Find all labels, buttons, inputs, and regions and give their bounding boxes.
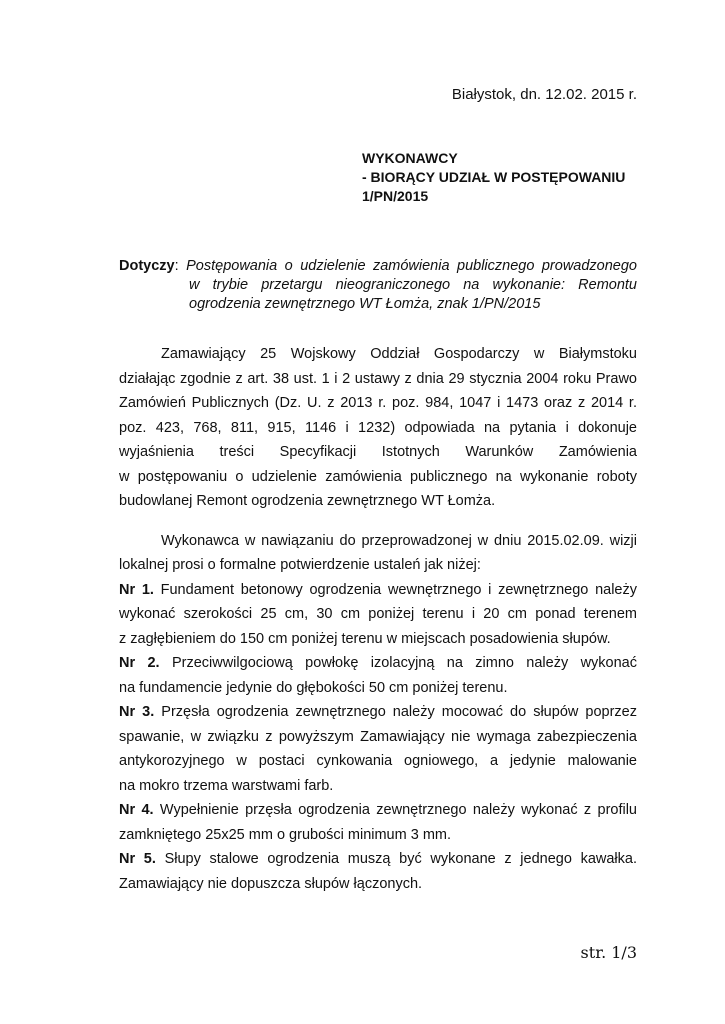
subject-label: Dotyczy [119,258,175,274]
body-line: Zamawiający 25 Wojskowy Oddział Gospodarczy w Białymstoku [161,346,637,362]
item-line [119,847,637,872]
item-5 [119,847,637,896]
subject-text: w trybie przetargu nieograniczonego na wykonanie: Remontu [189,277,637,293]
item-line: spawanie, w związku z powyższym Zamawiający nie wymaga zabezpieczenia [119,728,637,745]
addressee-line: - BIORĄCY UDZIAŁ W POSTĘPOWANIU [362,169,626,185]
intro-paragraph [119,342,637,514]
letter-body [119,342,637,896]
letter-date: Białystok, dn. 12.02. 2015 r. [451,86,637,103]
item-text: Słupy stalowe ogrodzenia muszą być wykonane z jednego kawałka. [164,851,638,867]
item-number: Nr 1. [119,581,154,598]
body-line: lokalnej prosi o formalne potwierdzenie ustaleń jak niżej: [119,557,481,573]
body-line: działając zgodnie z art. 38 ust. 1 i 2 ustawy z dnia 29 stycznia 2004 roku Prawo [119,370,637,387]
item-number: Nr 3. [119,704,155,720]
item-line [119,798,637,823]
body-line: Zamówień Publicznych (Dz. U. z 2013 r. poz. 984, 1047 i 1473 oraz z 2014 r. [119,395,637,411]
subject-line [119,295,637,314]
item-line: zamkniętego 25x25 mm o grubości minimum 3 mm. [119,826,452,843]
body-line: budowlanej Remont ogrodzenia zewnętrznego WT Łomża. [119,493,496,509]
page-number: str. 1/3 [580,943,637,962]
item-number: Nr 4. [119,802,154,818]
item-2 [119,651,637,700]
item-3 [119,700,637,798]
addressee-block [362,149,625,206]
body-line: Wykonawca w nawiązaniu do przeprowadzonej w dniu 2015.02.09. wizji [161,532,637,549]
item-line: na fundamencie jedynie do głębokości 50 cm poniżej terenu. [119,679,508,696]
addressee-line: 1/PN/2015 [362,188,429,204]
subject-colon: : [174,258,179,274]
subject-text: ogrodzenia zewnętrznego WT Łomża, znak 1/PN/2015 [189,296,541,312]
item-number: Nr 5. [119,851,156,867]
item-line: na mokro trzema warstwami farb. [119,777,334,794]
body-line: wyjaśnienia treści Specyfikacji Istotnych Warunków Zamówienia [119,444,637,460]
item-text: Wypełnienie przęsła ogrodzenia zewnętrznego należy wykonać z profilu [159,802,637,818]
addressee-line: WYKONAWCY [362,150,458,166]
subject-block [119,257,637,314]
item-line: wykonać szerokości 25 cm, 30 cm poniżej terenu i 20 cm ponad terenem [119,606,637,622]
item-line: z zagłębieniem do 150 cm poniżej terenu w miejscach posadowienia słupów. [119,630,611,647]
item-number: Nr 2. [119,655,160,671]
item-text: Przeciwwilgociową powłokę izolacyjną na zimno należy wykonać [171,655,637,671]
item-text: Przęsła ogrodzenia zewnętrznego należy mocować do słupów poprzez [161,704,637,720]
body-line: w postępowaniu o udzielenie zamówienia publicznego na wykonanie roboty [119,468,637,485]
item-line: antykorozyjnego w postaci cynkowania ogniowego, a jedynie malowanie [119,753,637,769]
item-1 [119,578,637,652]
item-line [119,651,637,676]
item-line [119,700,637,725]
request-paragraph [119,529,637,578]
item-line: Zamawiający nie dopuszcza słupów łączonych. [119,875,423,892]
item-text: Fundament betonowy ogrodzenia wewnętrznego i zewnętrznego należy [160,581,637,598]
subject-line [119,276,637,295]
body-line: poz. 423, 768, 811, 915, 1146 i 1232) odpowiada na pytania i dokonuje [119,419,637,436]
item-4 [119,798,637,847]
subject-text: Postępowania o udzielenie zamówienia publicznego prowadzonego [186,258,637,274]
subject-line [119,257,637,276]
item-line [119,578,637,603]
